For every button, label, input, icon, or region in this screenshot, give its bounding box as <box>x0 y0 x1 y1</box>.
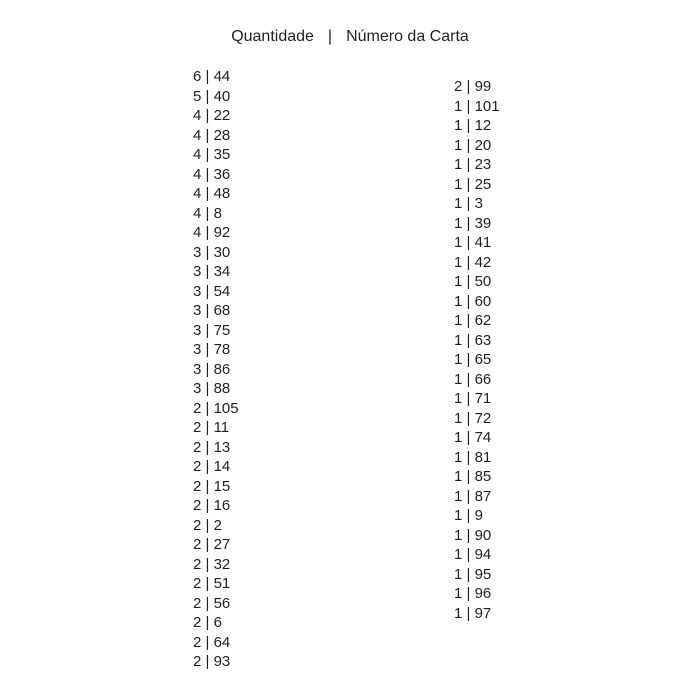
card-entry: 1 | 101 <box>454 97 500 115</box>
card-entry: 2 | 11 <box>193 419 230 436</box>
header-separator: | <box>327 28 333 45</box>
card-entry: 1 | 66 <box>454 370 492 388</box>
card-entry: 2 | 64 <box>193 633 231 651</box>
card-entry: 1 | 74 <box>454 429 492 446</box>
card-entry: 2 | 32 <box>193 555 231 573</box>
card-entry: 1 | 9 <box>454 507 483 524</box>
card-entry: 2 | 13 <box>193 438 231 456</box>
quantity-header: Quantidade <box>231 28 314 45</box>
card-entry: 2 | 14 <box>193 458 231 475</box>
card-entry: 2 | 99 <box>454 78 492 95</box>
card-entry: 4 | 22 <box>193 107 231 124</box>
card-entry: 1 | 42 <box>454 253 492 271</box>
card-entry: 6 | 44 <box>193 68 231 85</box>
card-entry: 1 | 60 <box>454 292 492 310</box>
card-entry: 1 | 87 <box>454 487 492 505</box>
card-entry: 3 | 88 <box>193 380 231 397</box>
card-entry: 1 | 96 <box>454 585 492 602</box>
card-entry: 1 | 23 <box>454 156 492 173</box>
card-entry: 2 | 2 <box>193 516 222 534</box>
card-entry: 1 | 97 <box>454 604 492 622</box>
card-entry: 2 | 16 <box>193 497 231 514</box>
card-entry: 2 | 56 <box>193 594 231 612</box>
card-entry: 1 | 41 <box>454 234 492 251</box>
card-entry: 4 | 92 <box>193 224 231 241</box>
card-entry: 3 | 34 <box>193 263 231 280</box>
card-entry: 3 | 78 <box>193 341 231 358</box>
card-entry: 1 | 63 <box>454 331 492 349</box>
card-entry: 5 | 40 <box>193 87 231 105</box>
card-entry: 2 | 15 <box>193 477 231 495</box>
card-entry: 4 | 36 <box>193 165 231 183</box>
card-entry: 1 | 25 <box>454 175 492 193</box>
left-card-list <box>193 67 239 672</box>
card-entry: 1 | 81 <box>454 448 492 466</box>
card-entry: 3 | 75 <box>193 321 231 339</box>
card-entry: 2 | 27 <box>193 536 231 553</box>
card-entry: 3 | 68 <box>193 302 231 319</box>
card-entry: 1 | 94 <box>454 546 492 563</box>
card-entry: 3 | 86 <box>193 360 231 378</box>
card-entry: 2 | 105 <box>193 399 239 417</box>
card-entry: 2 | 6 <box>193 614 222 631</box>
right-card-list <box>454 77 500 623</box>
card-entry: 1 | 12 <box>454 117 492 134</box>
card-entry: 1 | 50 <box>454 273 492 290</box>
card-entry: 4 | 48 <box>193 185 231 202</box>
card-entry: 1 | 95 <box>454 565 492 583</box>
card-entry: 3 | 30 <box>193 243 231 261</box>
card-entry: 2 | 51 <box>193 575 231 592</box>
card-entry: 2 | 93 <box>193 653 231 670</box>
card-entry: 1 | 62 <box>454 312 492 329</box>
card-entry: 1 | 72 <box>454 409 492 427</box>
card-entry: 1 | 39 <box>454 214 492 232</box>
card-number-header: Número da Carta <box>346 28 469 45</box>
card-entry: 1 | 20 <box>454 136 492 154</box>
card-entry: 1 | 85 <box>454 468 492 485</box>
card-entry: 1 | 71 <box>454 390 492 407</box>
card-entry: 1 | 90 <box>454 526 492 544</box>
header <box>0 26 700 48</box>
card-entry: 1 | 3 <box>454 195 483 212</box>
card-entry: 4 | 35 <box>193 146 231 163</box>
card-entry: 1 | 65 <box>454 351 492 368</box>
card-entry: 3 | 54 <box>193 282 231 300</box>
card-entry: 4 | 8 <box>193 204 222 222</box>
card-entry: 4 | 28 <box>193 126 231 144</box>
